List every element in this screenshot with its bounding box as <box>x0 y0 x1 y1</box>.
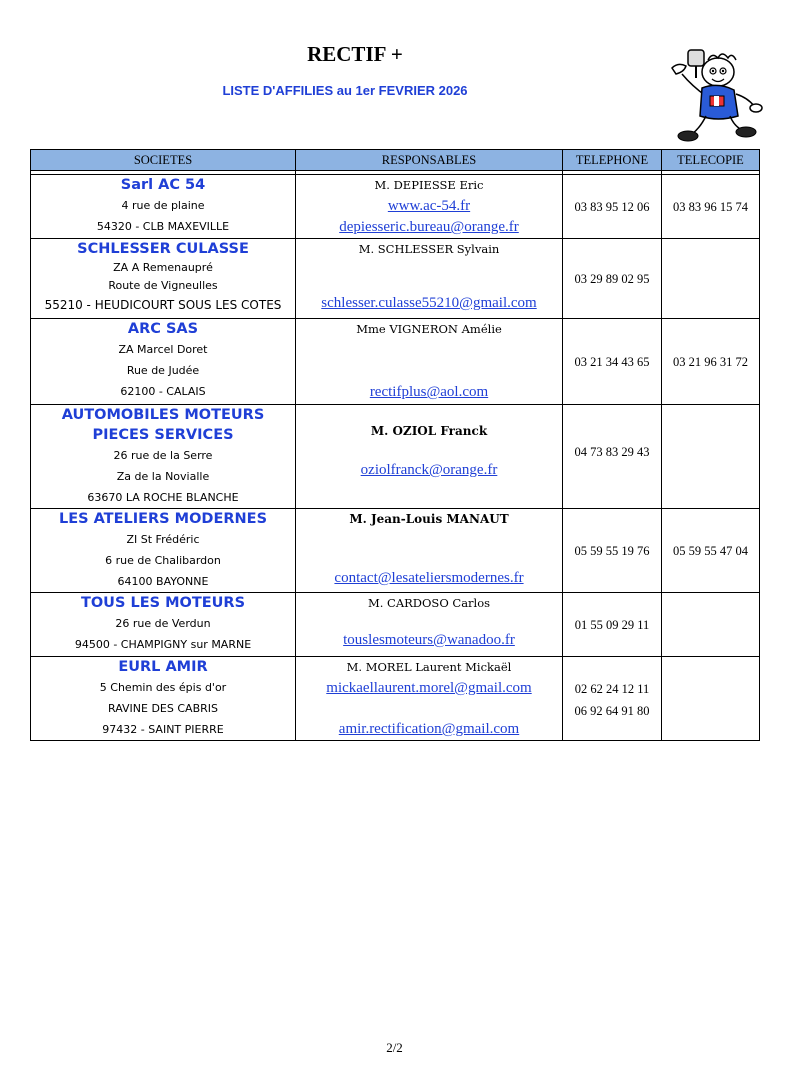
company-address-line: 26 rue de Verdun <box>115 617 211 630</box>
fax-number: 03 83 96 15 74 <box>673 199 748 214</box>
telephone-number: 03 21 34 43 65 <box>574 354 650 369</box>
responsable-cell <box>296 405 563 509</box>
company-cell <box>31 405 296 509</box>
telecopie-cell <box>662 509 760 593</box>
company-address-line: 54320 - CLB MAXEVILLE <box>96 220 230 233</box>
telephone-cell <box>563 239 662 319</box>
company-name: LES ATELIERS MODERNES <box>58 511 268 527</box>
company-name: Sarl AC 54 <box>120 177 206 193</box>
page-subtitle: LISTE D'AFFILIES au 1er FEVRIER 2026 <box>222 83 468 98</box>
telecopie-cell <box>662 405 760 509</box>
responsable-name: M. OZIOL Franck <box>370 424 488 438</box>
company-address-line: 5 Chemin des épis d'or <box>99 681 227 694</box>
company-address-line: 64100 BAYONNE <box>117 575 209 588</box>
email-link[interactable]: schlesser.culasse55210@gmail.com <box>321 295 537 311</box>
telephone-cell <box>563 593 662 657</box>
company-cell <box>31 593 296 657</box>
telephone-number: 02 62 24 12 11 <box>574 682 650 696</box>
telephone-number: 06 92 64 91 80 <box>574 704 650 718</box>
telecopie-cell <box>662 175 760 239</box>
telephone-cell <box>563 509 662 593</box>
responsable-cell <box>296 175 563 239</box>
fax-number: 03 21 96 31 72 <box>673 354 748 369</box>
company-address-line: Za de la Novialle <box>116 470 210 483</box>
responsable-name: M. Jean-Louis MANAUT <box>349 512 509 526</box>
telephone-number: 05 59 55 19 76 <box>574 543 650 558</box>
column-header-responsables: RESPONSABLES <box>296 150 563 171</box>
affiliates-table <box>30 149 760 741</box>
telephone-cell <box>563 657 662 741</box>
company-address-line: 55210 - HEUDICOURT SOUS LES COTES <box>44 298 282 312</box>
responsable-cell <box>296 657 563 741</box>
company-address-line: 62100 - CALAIS <box>120 385 206 398</box>
company-cell <box>31 319 296 405</box>
company-address-line: ZI St Frédéric <box>126 533 200 546</box>
responsable-name: M. MOREL Laurent Mickaël <box>346 660 512 674</box>
company-cell <box>31 239 296 319</box>
telephone-number: 04 73 83 29 43 <box>574 445 650 459</box>
company-cell <box>31 657 296 741</box>
responsable-cell <box>296 593 563 657</box>
email-link[interactable]: amir.rectification@gmail.com <box>338 721 520 737</box>
company-name: ARC SAS <box>127 321 199 337</box>
table-row <box>31 175 760 239</box>
email-link[interactable]: touslesmoteurs@wanadoo.fr <box>343 632 515 648</box>
page-title: RECTIF + <box>307 42 403 66</box>
table-row <box>31 593 760 657</box>
email-link[interactable]: rectifplus@aol.com <box>369 384 489 400</box>
company-address-line: RAVINE DES CABRIS <box>108 702 218 715</box>
company-cell <box>31 509 296 593</box>
page-number: 2/2 <box>386 1040 403 1055</box>
company-cell <box>31 175 296 239</box>
responsable-name: Mme VIGNERON Amélie <box>356 322 502 336</box>
company-name: TOUS LES MOTEURS <box>80 595 246 611</box>
responsable-cell <box>296 239 563 319</box>
company-address-line: 6 rue de Chalibardon <box>105 554 221 567</box>
table-row <box>31 657 760 741</box>
fax-number: 05 59 55 47 04 <box>673 543 748 558</box>
company-name: EURL AMIR <box>118 659 208 675</box>
table-row <box>31 405 760 509</box>
company-name: PIECES SERVICES <box>92 427 234 443</box>
email-link[interactable]: contact@lesateliersmodernes.fr <box>334 570 524 586</box>
company-address-line: 97432 - SAINT PIERRE <box>102 723 224 736</box>
telephone-cell <box>563 405 662 509</box>
company-name: AUTOMOBILES MOTEURS <box>61 407 265 423</box>
telephone-number: 01 55 09 29 11 <box>574 617 650 632</box>
telecopie-cell <box>662 593 760 657</box>
company-name: SCHLESSER CULASSE <box>77 241 249 257</box>
telephone-number: 03 29 89 02 95 <box>574 271 650 286</box>
responsable-cell <box>296 509 563 593</box>
company-address-line: 26 rue de la Serre <box>113 449 213 462</box>
email-link[interactable]: depiesseric.bureau@orange.fr <box>339 219 519 235</box>
company-address-line: ZA A Remenaupré <box>113 261 213 274</box>
telephone-cell <box>563 319 662 405</box>
table-header-row <box>31 150 760 171</box>
telecopie-cell <box>662 319 760 405</box>
company-address-line: Rue de Judée <box>126 364 200 377</box>
email-link[interactable]: mickaellaurent.morel@gmail.com <box>326 680 532 696</box>
telephone-number: 03 83 95 12 06 <box>574 199 650 214</box>
email-link[interactable]: oziolfranck@orange.fr <box>360 462 498 478</box>
responsable-name: M. CARDOSO Carlos <box>367 596 491 610</box>
column-header-telephone: TELEPHONE <box>563 150 662 171</box>
telecopie-cell <box>662 657 760 741</box>
mascot-illustration <box>652 44 764 144</box>
responsable-name: M. SCHLESSER Sylvain <box>358 242 500 256</box>
column-header-telecopie: TELECOPIE <box>662 150 760 171</box>
company-address-line: Route de Vigneulles <box>108 279 218 292</box>
telephone-cell <box>563 175 662 239</box>
responsable-name: M. DEPIESSE Eric <box>374 178 484 192</box>
table-row <box>31 319 760 405</box>
website-link[interactable]: www.ac-54.fr <box>387 198 471 214</box>
company-address-line: 94500 - CHAMPIGNY sur MARNE <box>74 638 252 651</box>
company-address-line: 63670 LA ROCHE BLANCHE <box>87 491 239 504</box>
table-row <box>31 239 760 319</box>
telecopie-cell <box>662 239 760 319</box>
company-address-line: ZA Marcel Doret <box>118 343 208 356</box>
responsable-cell <box>296 319 563 405</box>
company-address-line: 4 rue de plaine <box>121 199 205 212</box>
table-row <box>31 509 760 593</box>
column-header-societes: SOCIETES <box>31 150 296 171</box>
